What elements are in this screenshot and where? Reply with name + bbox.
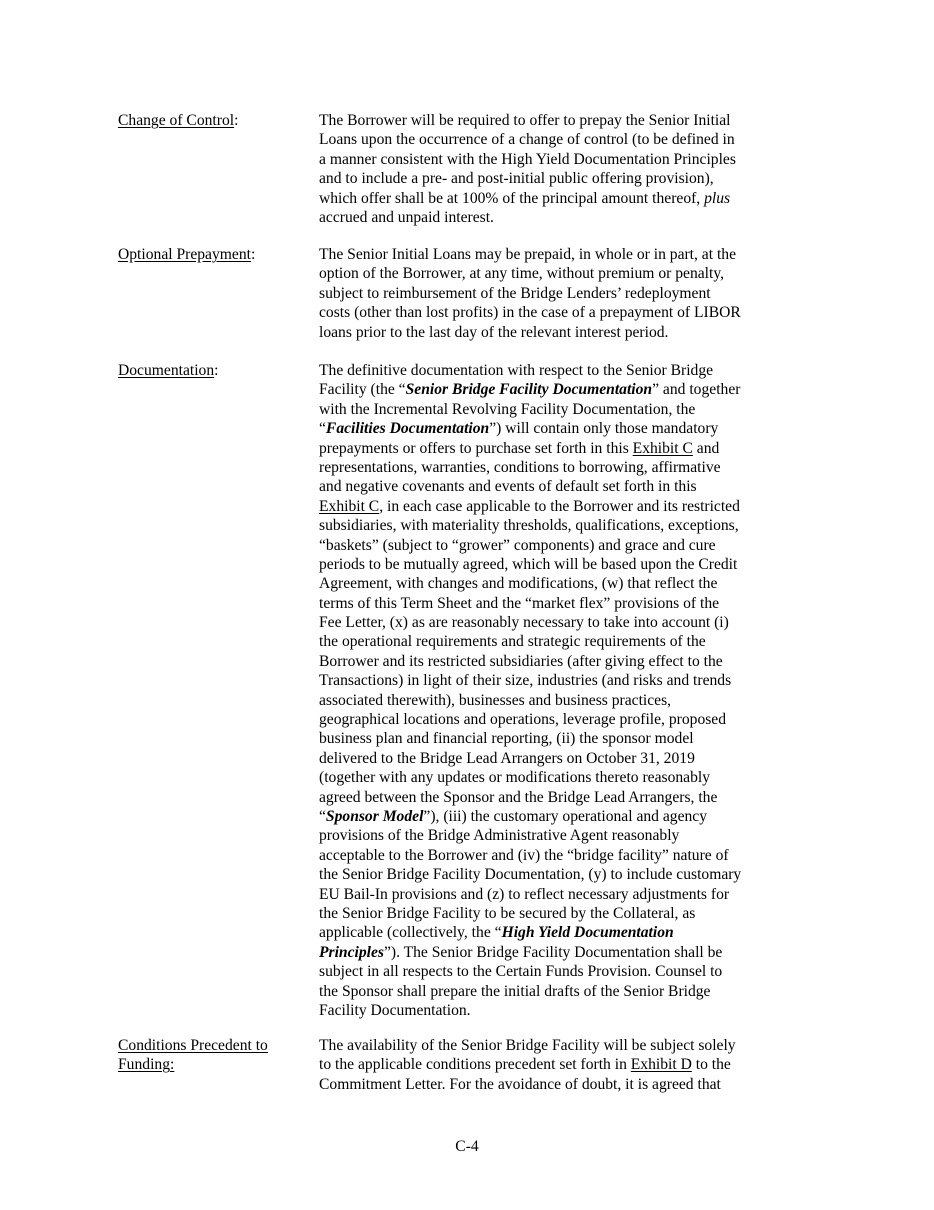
text-line <box>319 923 789 942</box>
text-line <box>319 1075 789 1094</box>
text-line <box>319 846 789 865</box>
defined-term: High Yield Documentation <box>501 924 674 942</box>
text-run: “baskets” (subject to “grower” components) and grace and cure <box>319 536 716 554</box>
text-line <box>319 1001 789 1020</box>
defined-term: plus <box>704 189 731 207</box>
section-label: Optional Prepayment: <box>118 246 256 263</box>
text-run: The Borrower will be required to offer to prepay the Senior Initial <box>319 112 731 129</box>
text-run: and <box>692 439 720 457</box>
text-run: The availability of the Senior Bridge Facility will be subject solely <box>319 1037 736 1054</box>
text-run: Facility Documentation. <box>319 1001 471 1019</box>
text-line <box>319 516 789 535</box>
text-run: accrued and unpaid interest. <box>319 208 494 226</box>
text-run: provisions of the Bridge Administrative Agent reasonably <box>319 827 680 845</box>
text-run: ” and together <box>652 381 741 399</box>
text-line <box>319 323 789 342</box>
text-run: geographical locations and operations, leverage profile, proposed <box>319 711 727 729</box>
text-run: Borrower and its restricted subsidiaries (after giving effect to the <box>319 652 723 670</box>
text-line <box>319 982 789 1001</box>
text-line <box>319 361 789 380</box>
text-line <box>319 943 789 962</box>
text-run: and to include a pre- and post-initial public offering provision), <box>319 170 714 188</box>
text-run: the Senior Bridge Facility to be secured by the Collateral, as <box>319 904 696 922</box>
text-line <box>319 245 789 264</box>
text-run: and negative covenants and events of default set forth in this <box>319 478 697 496</box>
text-run: option of the Borrower, at any time, without premium or penalty, <box>319 265 725 283</box>
text-run: Fee Letter, (x) as are reasonably necessary to take into account (i) <box>319 614 729 632</box>
text-run: The Senior Initial Loans may be prepaid, in whole or in part, at the <box>319 246 737 263</box>
text-line <box>319 768 789 787</box>
text-run: subsidiaries, with materiality thresholds, qualifications, exceptions, <box>319 517 739 535</box>
text-line <box>319 691 789 710</box>
text-line <box>319 497 789 516</box>
text-line <box>319 303 789 322</box>
text-line <box>319 632 789 651</box>
exhibit-reference: Exhibit C <box>319 497 380 515</box>
exhibit-reference: Exhibit C <box>632 439 693 457</box>
text-run: business plan and financial reporting, (ii) the sponsor model <box>319 730 694 748</box>
text-run: acceptable to the Borrower and (iv) the “bridge facility” nature of <box>319 846 729 864</box>
text-line <box>319 284 789 303</box>
text-run: ”). The Senior Bridge Facility Documentation shall be <box>383 943 723 961</box>
text-line <box>319 885 789 904</box>
section-body <box>319 1036 789 1094</box>
text-line <box>319 710 789 729</box>
text-line <box>319 788 789 807</box>
text-line <box>319 574 789 593</box>
text-line <box>319 1036 789 1055</box>
text-run: Commitment Letter. For the avoidance of doubt, it is agreed that <box>319 1075 721 1093</box>
text-line <box>319 962 789 981</box>
text-run: the Senior Bridge Facility Documentation, (y) to include customary <box>319 866 742 884</box>
text-run: EU Bail-In provisions and (z) to reflect necessary adjustments for <box>319 885 730 903</box>
text-line <box>319 477 789 496</box>
text-line <box>319 400 789 419</box>
text-line <box>319 594 789 613</box>
text-run: prepayments or offers to purchase set forth in this <box>319 439 633 457</box>
text-run: ”) will contain only those mandatory <box>489 420 719 438</box>
text-line <box>319 264 789 283</box>
text-run: “ <box>319 807 326 825</box>
section-body <box>319 361 789 1020</box>
text-run: ”), (iii) the customary operational and agency <box>423 807 708 825</box>
text-line <box>319 826 789 845</box>
text-run: which offer shall be at 100% of the principal amount thereof, <box>319 189 705 207</box>
text-run: , in each case applicable to the Borrower and its restricted <box>379 497 740 515</box>
text-run: (together with any updates or modifications thereto reasonably <box>319 769 711 787</box>
text-line <box>319 865 789 884</box>
text-line <box>319 904 789 923</box>
text-run: subject in all respects to the Certain Funds Provision. Counsel to <box>319 963 723 981</box>
text-line <box>319 130 789 149</box>
text-run: terms of this Term Sheet and the “market flex” provisions of the <box>319 594 720 612</box>
text-line <box>319 749 789 768</box>
section-label: Documentation: <box>118 362 219 379</box>
text-line <box>319 671 789 690</box>
text-line <box>319 150 789 169</box>
text-run: applicable (collectively, the “ <box>319 924 502 942</box>
text-run: to the applicable conditions precedent set forth in <box>319 1056 631 1074</box>
exhibit-reference: Exhibit D <box>630 1056 692 1074</box>
text-run: Facility (the “ <box>319 381 406 399</box>
section-body <box>319 111 789 227</box>
text-run: representations, warranties, conditions to borrowing, affirmative <box>319 458 721 476</box>
section-label: Conditions Precedent to Funding: <box>118 1037 268 1074</box>
text-line <box>319 208 789 227</box>
text-run: Agreement, with changes and modifications, (w) that reflect the <box>319 575 718 593</box>
section-body <box>319 245 789 342</box>
text-run: with the Incremental Revolving Facility Documentation, the <box>319 400 696 418</box>
text-line <box>319 536 789 555</box>
text-run: agreed between the Sponsor and the Bridge Lead Arrangers, the <box>319 788 718 806</box>
page-number: C-4 <box>455 1138 479 1155</box>
defined-term: Principles <box>319 943 384 961</box>
section-label: Change of Control: <box>118 112 239 129</box>
text-run: loans prior to the last day of the relevant interest period. <box>319 323 669 341</box>
text-run: the operational requirements and strategic requirements of the <box>319 633 706 651</box>
text-run: to the <box>691 1056 731 1074</box>
text-run: costs (other than lost profits) in the case of a prepayment of LIBOR <box>319 304 741 322</box>
text-line <box>319 458 789 477</box>
text-line <box>319 169 789 188</box>
text-run: “ <box>319 420 326 438</box>
text-line <box>319 380 789 399</box>
text-run: Transactions) in light of their size, industries (and risks and trends <box>319 672 732 690</box>
text-run: periods to be mutually agreed, which will be based upon the Credit <box>319 555 738 573</box>
text-run: associated therewith), businesses and business practices, <box>319 691 672 709</box>
text-line <box>319 729 789 748</box>
defined-term: Senior Bridge Facility Documentation <box>405 381 653 399</box>
text-run: a manner consistent with the High Yield Documentation Principles <box>319 150 736 168</box>
defined-term: Sponsor Model <box>325 807 424 825</box>
text-line <box>319 189 789 208</box>
text-line <box>319 111 789 130</box>
text-line <box>319 439 789 458</box>
text-line <box>319 807 789 826</box>
text-run: the Sponsor shall prepare the initial drafts of the Senior Bridge <box>319 982 711 1000</box>
text-run: The definitive documentation with respect to the Senior Bridge <box>319 362 714 379</box>
text-run: subject to reimbursement of the Bridge Lenders’ redeployment <box>319 284 711 302</box>
text-run: Loans upon the occurrence of a change of control (to be defined in <box>319 131 735 149</box>
text-line <box>319 419 789 438</box>
text-line <box>319 555 789 574</box>
defined-term: Facilities Documentation <box>325 420 490 438</box>
text-line <box>319 1055 789 1074</box>
text-line <box>319 613 789 632</box>
text-line <box>319 652 789 671</box>
text-run: delivered to the Bridge Lead Arrangers on October 31, 2019 <box>319 749 695 767</box>
